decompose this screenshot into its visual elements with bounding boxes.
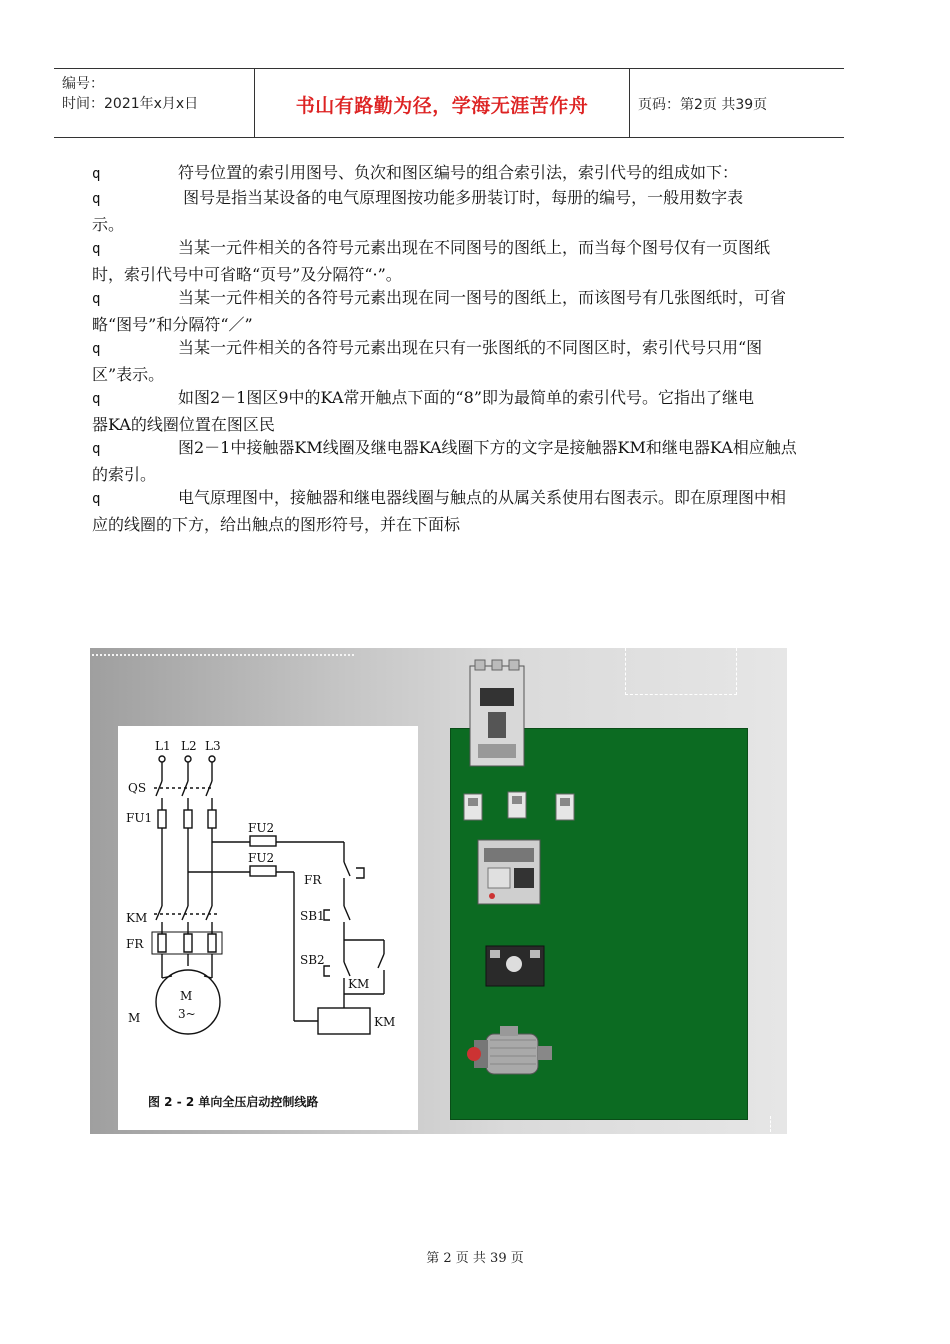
para-line: 图号是指当某设备的电气原理图按功能多册装订时，每册的编号，一般用数字表 [178, 188, 744, 207]
circuit-figure [90, 648, 787, 1134]
para-line: 应的线圈的下方，给出触点的图形符号，并在下面标 [92, 515, 461, 534]
para-line: 的索引。 [92, 465, 157, 484]
para-line: 当某一元件相关的各符号元素出现在同一图号的图纸上，而该图号有几张图纸时，可省 [178, 288, 787, 307]
motto: 书山有路勤为径，学海无涯苦作舟 [295, 95, 589, 117]
footer-page-text: 第 2 页 共 39 页 [426, 1251, 524, 1266]
page-footer [0, 1247, 950, 1266]
label-km-main: KM [126, 911, 148, 925]
label-qs: QS [128, 781, 147, 795]
para-line: 当某一元件相关的各符号元素出现在只有一张图纸的不同图区时，索引代号只用“图 [178, 338, 763, 357]
bullet: q [92, 441, 101, 457]
page-header [54, 68, 844, 138]
label-l3: L3 [205, 739, 221, 753]
bullet: q [92, 191, 101, 207]
para-line: 区”表示。 [92, 365, 165, 384]
bullet: q [92, 291, 101, 307]
label-fu2: FU2 [248, 851, 275, 865]
para-line: 当某一元件相关的各符号元素出现在不同图号的图纸上，而当每个图号仅有一页图纸 [178, 238, 771, 257]
paragraph-4 [92, 285, 907, 337]
label-sb1: SB1 [300, 909, 325, 923]
para-line: 电气原理图中，接触器和继电器线圈与触点的从属关系使用右图表示。即在原理图中相 [178, 488, 787, 507]
paragraph-1 [92, 160, 907, 187]
thermal-relay-image [486, 946, 544, 986]
bullet: q [92, 241, 101, 257]
bullet: q [92, 491, 101, 507]
header-motto-cell [254, 69, 630, 137]
circuit-breaker-image [470, 660, 524, 766]
paragraph-2 [92, 185, 907, 237]
paragraph-3 [92, 235, 907, 287]
bullet: q [92, 391, 101, 407]
paragraph-8 [92, 485, 907, 537]
para-line: 示。 [92, 215, 125, 234]
label-fu2: FU2 [248, 821, 275, 835]
label-fu1: FU1 [126, 811, 153, 825]
label-fr-control: FR [304, 873, 322, 887]
motor-3phase: 3~ [178, 1007, 196, 1021]
para-line: 器KA的线圈位置在图区民 [92, 415, 275, 434]
motor-image [467, 1026, 552, 1074]
small-relay-images [464, 792, 574, 820]
bullet: q [92, 341, 101, 357]
header-info-cell [54, 69, 254, 137]
label-km-coil: KM [374, 1015, 396, 1029]
contactor-image [478, 840, 540, 904]
para-line: 如图2－1图区9中的KA常开触点下面的“8”即为最简单的索引代号。它指出了继电 [178, 388, 754, 407]
para-line: 图2－1中接触器KM线圈及继电器KA线圈下方的文字是接触器KM和继电器KA相应触点 [178, 438, 797, 457]
page-label: 页码：第2页 共39页 [638, 97, 768, 113]
paragraph-6 [92, 385, 907, 437]
para-line: 略“图号”和分隔符“／” [92, 315, 253, 334]
label-fr-main: FR [126, 937, 144, 951]
label-km-aux: KM [348, 977, 370, 991]
bullet: q [92, 166, 101, 182]
para-line: 符号位置的索引用图号、负次和图区编号的组合索引法，索引代号的组成如下： [178, 163, 739, 182]
header-page-cell [628, 69, 844, 137]
label-l1: L1 [155, 739, 171, 753]
component-photos [90, 648, 787, 1134]
label-sb2: SB2 [300, 953, 325, 967]
motor-m: M [180, 989, 193, 1003]
label-m: M [128, 1011, 141, 1025]
paragraph-5 [92, 335, 907, 387]
schematic-caption: 图 2 - 2 单向全压启动控制线路 [148, 1095, 319, 1109]
para-line: 时，索引代号中可省略“页号”及分隔符“·”。 [92, 265, 402, 284]
number-label: 编号： [62, 76, 104, 92]
time-label: 时间：2021年x月x日 [62, 96, 199, 112]
label-l2: L2 [181, 739, 197, 753]
paragraph-7 [92, 435, 907, 487]
